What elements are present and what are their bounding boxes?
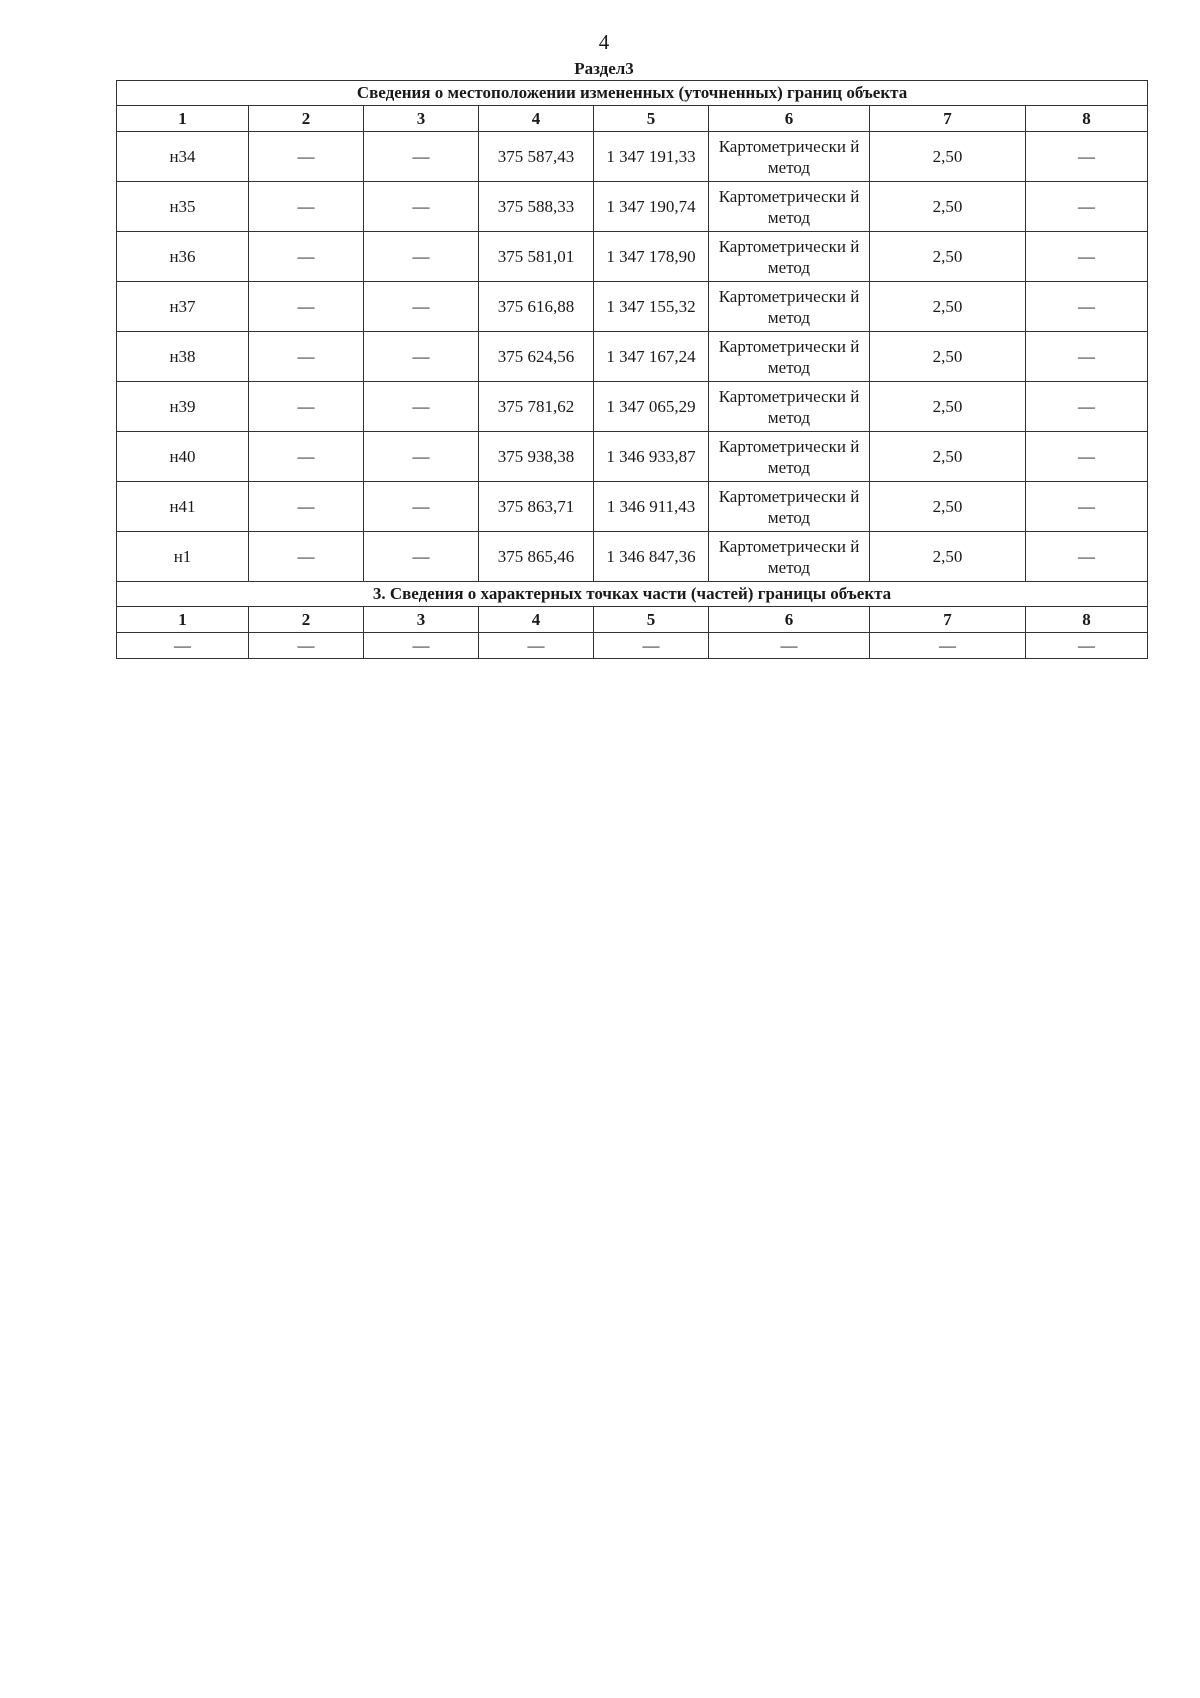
table-title: Сведения о местоположении измененных (уточненных) границ объекта xyxy=(117,81,1148,106)
table-row xyxy=(117,382,1148,432)
table-cell-col-5: 1 346 847,36 xyxy=(594,532,709,582)
table-cell-col-6: Картометрически й метод xyxy=(709,432,870,482)
table-cell-col-7: 2,50 xyxy=(870,332,1026,382)
table-cell-col-6: Картометрически й метод xyxy=(709,382,870,432)
table-cell-col-6: Картометрически й метод xyxy=(709,332,870,382)
table-row xyxy=(117,282,1148,332)
table-cell-col-1: н41 xyxy=(117,482,249,532)
table-cell-col-2: — xyxy=(249,182,364,232)
table-cell-col-1: н34 xyxy=(117,132,249,182)
table-cell-col-7: 2,50 xyxy=(870,182,1026,232)
part-table-cell-col-5: — xyxy=(594,633,709,659)
table-cell-col-5: 1 346 933,87 xyxy=(594,432,709,482)
table-cell-col-3: — xyxy=(364,282,479,332)
table-cell-col-1: н37 xyxy=(117,282,249,332)
table-cell-col-4: 375 938,38 xyxy=(479,432,594,482)
column-header-row xyxy=(117,106,1148,132)
table-cell-col-8: — xyxy=(1026,532,1148,582)
table-cell-col-5: 1 347 178,90 xyxy=(594,232,709,282)
table-row xyxy=(117,132,1148,182)
table-cell-col-3: — xyxy=(364,532,479,582)
table-cell-col-5: 1 347 065,29 xyxy=(594,382,709,432)
column-header-3: 3 xyxy=(364,106,479,132)
part-table-cell-col-1: — xyxy=(117,633,249,659)
table-title-row xyxy=(117,81,1148,106)
table-cell-col-8: — xyxy=(1026,382,1148,432)
part-column-header-8: 8 xyxy=(1026,607,1148,633)
table-cell-col-3: — xyxy=(364,132,479,182)
table-cell-col-2: — xyxy=(249,282,364,332)
table-row xyxy=(117,332,1148,382)
table-cell-col-1: н39 xyxy=(117,382,249,432)
part-table-cell-col-4: — xyxy=(479,633,594,659)
table-cell-col-7: 2,50 xyxy=(870,282,1026,332)
table-body xyxy=(117,81,1148,659)
part-title: 3. Сведения о характерных точках части (частей) границы объекта xyxy=(117,582,1148,607)
table-cell-col-8: — xyxy=(1026,232,1148,282)
table-cell-col-4: 375 863,71 xyxy=(479,482,594,532)
table-cell-col-5: 1 347 167,24 xyxy=(594,332,709,382)
column-header-2: 2 xyxy=(249,106,364,132)
part-column-header-6: 6 xyxy=(709,607,870,633)
part-column-header-4: 4 xyxy=(479,607,594,633)
table-cell-col-8: — xyxy=(1026,132,1148,182)
table-cell-col-4: 375 865,46 xyxy=(479,532,594,582)
table-cell-col-8: — xyxy=(1026,332,1148,382)
table-cell-col-3: — xyxy=(364,432,479,482)
table-cell-col-7: 2,50 xyxy=(870,432,1026,482)
part-table-row xyxy=(117,633,1148,659)
table-cell-col-2: — xyxy=(249,332,364,382)
table-cell-col-4: 375 587,43 xyxy=(479,132,594,182)
table-cell-col-3: — xyxy=(364,232,479,282)
column-header-6: 6 xyxy=(709,106,870,132)
part-column-header-1: 1 xyxy=(117,607,249,633)
table-cell-col-2: — xyxy=(249,232,364,282)
table-cell-col-1: н38 xyxy=(117,332,249,382)
table-cell-col-1: н1 xyxy=(117,532,249,582)
table-cell-col-6: Картометрически й метод xyxy=(709,232,870,282)
table-cell-col-6: Картометрически й метод xyxy=(709,532,870,582)
part-table-cell-col-7: — xyxy=(870,633,1026,659)
table-row xyxy=(117,232,1148,282)
table-cell-col-3: — xyxy=(364,482,479,532)
table-cell-col-7: 2,50 xyxy=(870,532,1026,582)
table-row xyxy=(117,432,1148,482)
table-row xyxy=(117,532,1148,582)
table-row xyxy=(117,182,1148,232)
table-cell-col-4: 375 624,56 xyxy=(479,332,594,382)
column-header-8: 8 xyxy=(1026,106,1148,132)
part-table-cell-col-2: — xyxy=(249,633,364,659)
table-cell-col-6: Картометрически й метод xyxy=(709,282,870,332)
table-cell-col-7: 2,50 xyxy=(870,382,1026,432)
table-cell-col-4: 375 781,62 xyxy=(479,382,594,432)
table-cell-col-7: 2,50 xyxy=(870,132,1026,182)
part-column-header-7: 7 xyxy=(870,607,1026,633)
table-cell-col-2: — xyxy=(249,482,364,532)
table-cell-col-2: — xyxy=(249,532,364,582)
page-number: 4 xyxy=(598,30,610,54)
table-cell-col-5: 1 347 191,33 xyxy=(594,132,709,182)
table-cell-col-1: н40 xyxy=(117,432,249,482)
table-cell-col-6: Картометрически й метод xyxy=(709,182,870,232)
column-header-7: 7 xyxy=(870,106,1026,132)
table-cell-col-7: 2,50 xyxy=(870,232,1026,282)
table-cell-col-3: — xyxy=(364,382,479,432)
table-cell-col-4: 375 581,01 xyxy=(479,232,594,282)
table-cell-col-1: н35 xyxy=(117,182,249,232)
table-cell-col-5: 1 346 911,43 xyxy=(594,482,709,532)
table-cell-col-5: 1 347 190,74 xyxy=(594,182,709,232)
table-cell-col-3: — xyxy=(364,332,479,382)
boundary-coordinates-table xyxy=(116,80,1148,659)
part-column-header-3: 3 xyxy=(364,607,479,633)
section-title: Раздел3 xyxy=(574,59,634,78)
column-header-5: 5 xyxy=(594,106,709,132)
table-row xyxy=(117,482,1148,532)
part-column-header-row xyxy=(117,607,1148,633)
table-cell-col-8: — xyxy=(1026,432,1148,482)
table-cell-col-7: 2,50 xyxy=(870,482,1026,532)
table-cell-col-4: 375 588,33 xyxy=(479,182,594,232)
table-cell-col-8: — xyxy=(1026,482,1148,532)
part-table-cell-col-8: — xyxy=(1026,633,1148,659)
part-column-header-2: 2 xyxy=(249,607,364,633)
table-cell-col-4: 375 616,88 xyxy=(479,282,594,332)
table-cell-col-2: — xyxy=(249,432,364,482)
table-cell-col-2: — xyxy=(249,382,364,432)
table-cell-col-3: — xyxy=(364,182,479,232)
part-column-header-5: 5 xyxy=(594,607,709,633)
column-header-4: 4 xyxy=(479,106,594,132)
table-cell-col-2: — xyxy=(249,132,364,182)
table-cell-col-1: н36 xyxy=(117,232,249,282)
part-title-row xyxy=(117,582,1148,607)
column-header-1: 1 xyxy=(117,106,249,132)
table-cell-col-8: — xyxy=(1026,282,1148,332)
table-cell-col-8: — xyxy=(1026,182,1148,232)
table-cell-col-5: 1 347 155,32 xyxy=(594,282,709,332)
table-cell-col-6: Картометрически й метод xyxy=(709,482,870,532)
part-table-cell-col-3: — xyxy=(364,633,479,659)
part-table-cell-col-6: — xyxy=(709,633,870,659)
table-cell-col-6: Картометрически й метод xyxy=(709,132,870,182)
